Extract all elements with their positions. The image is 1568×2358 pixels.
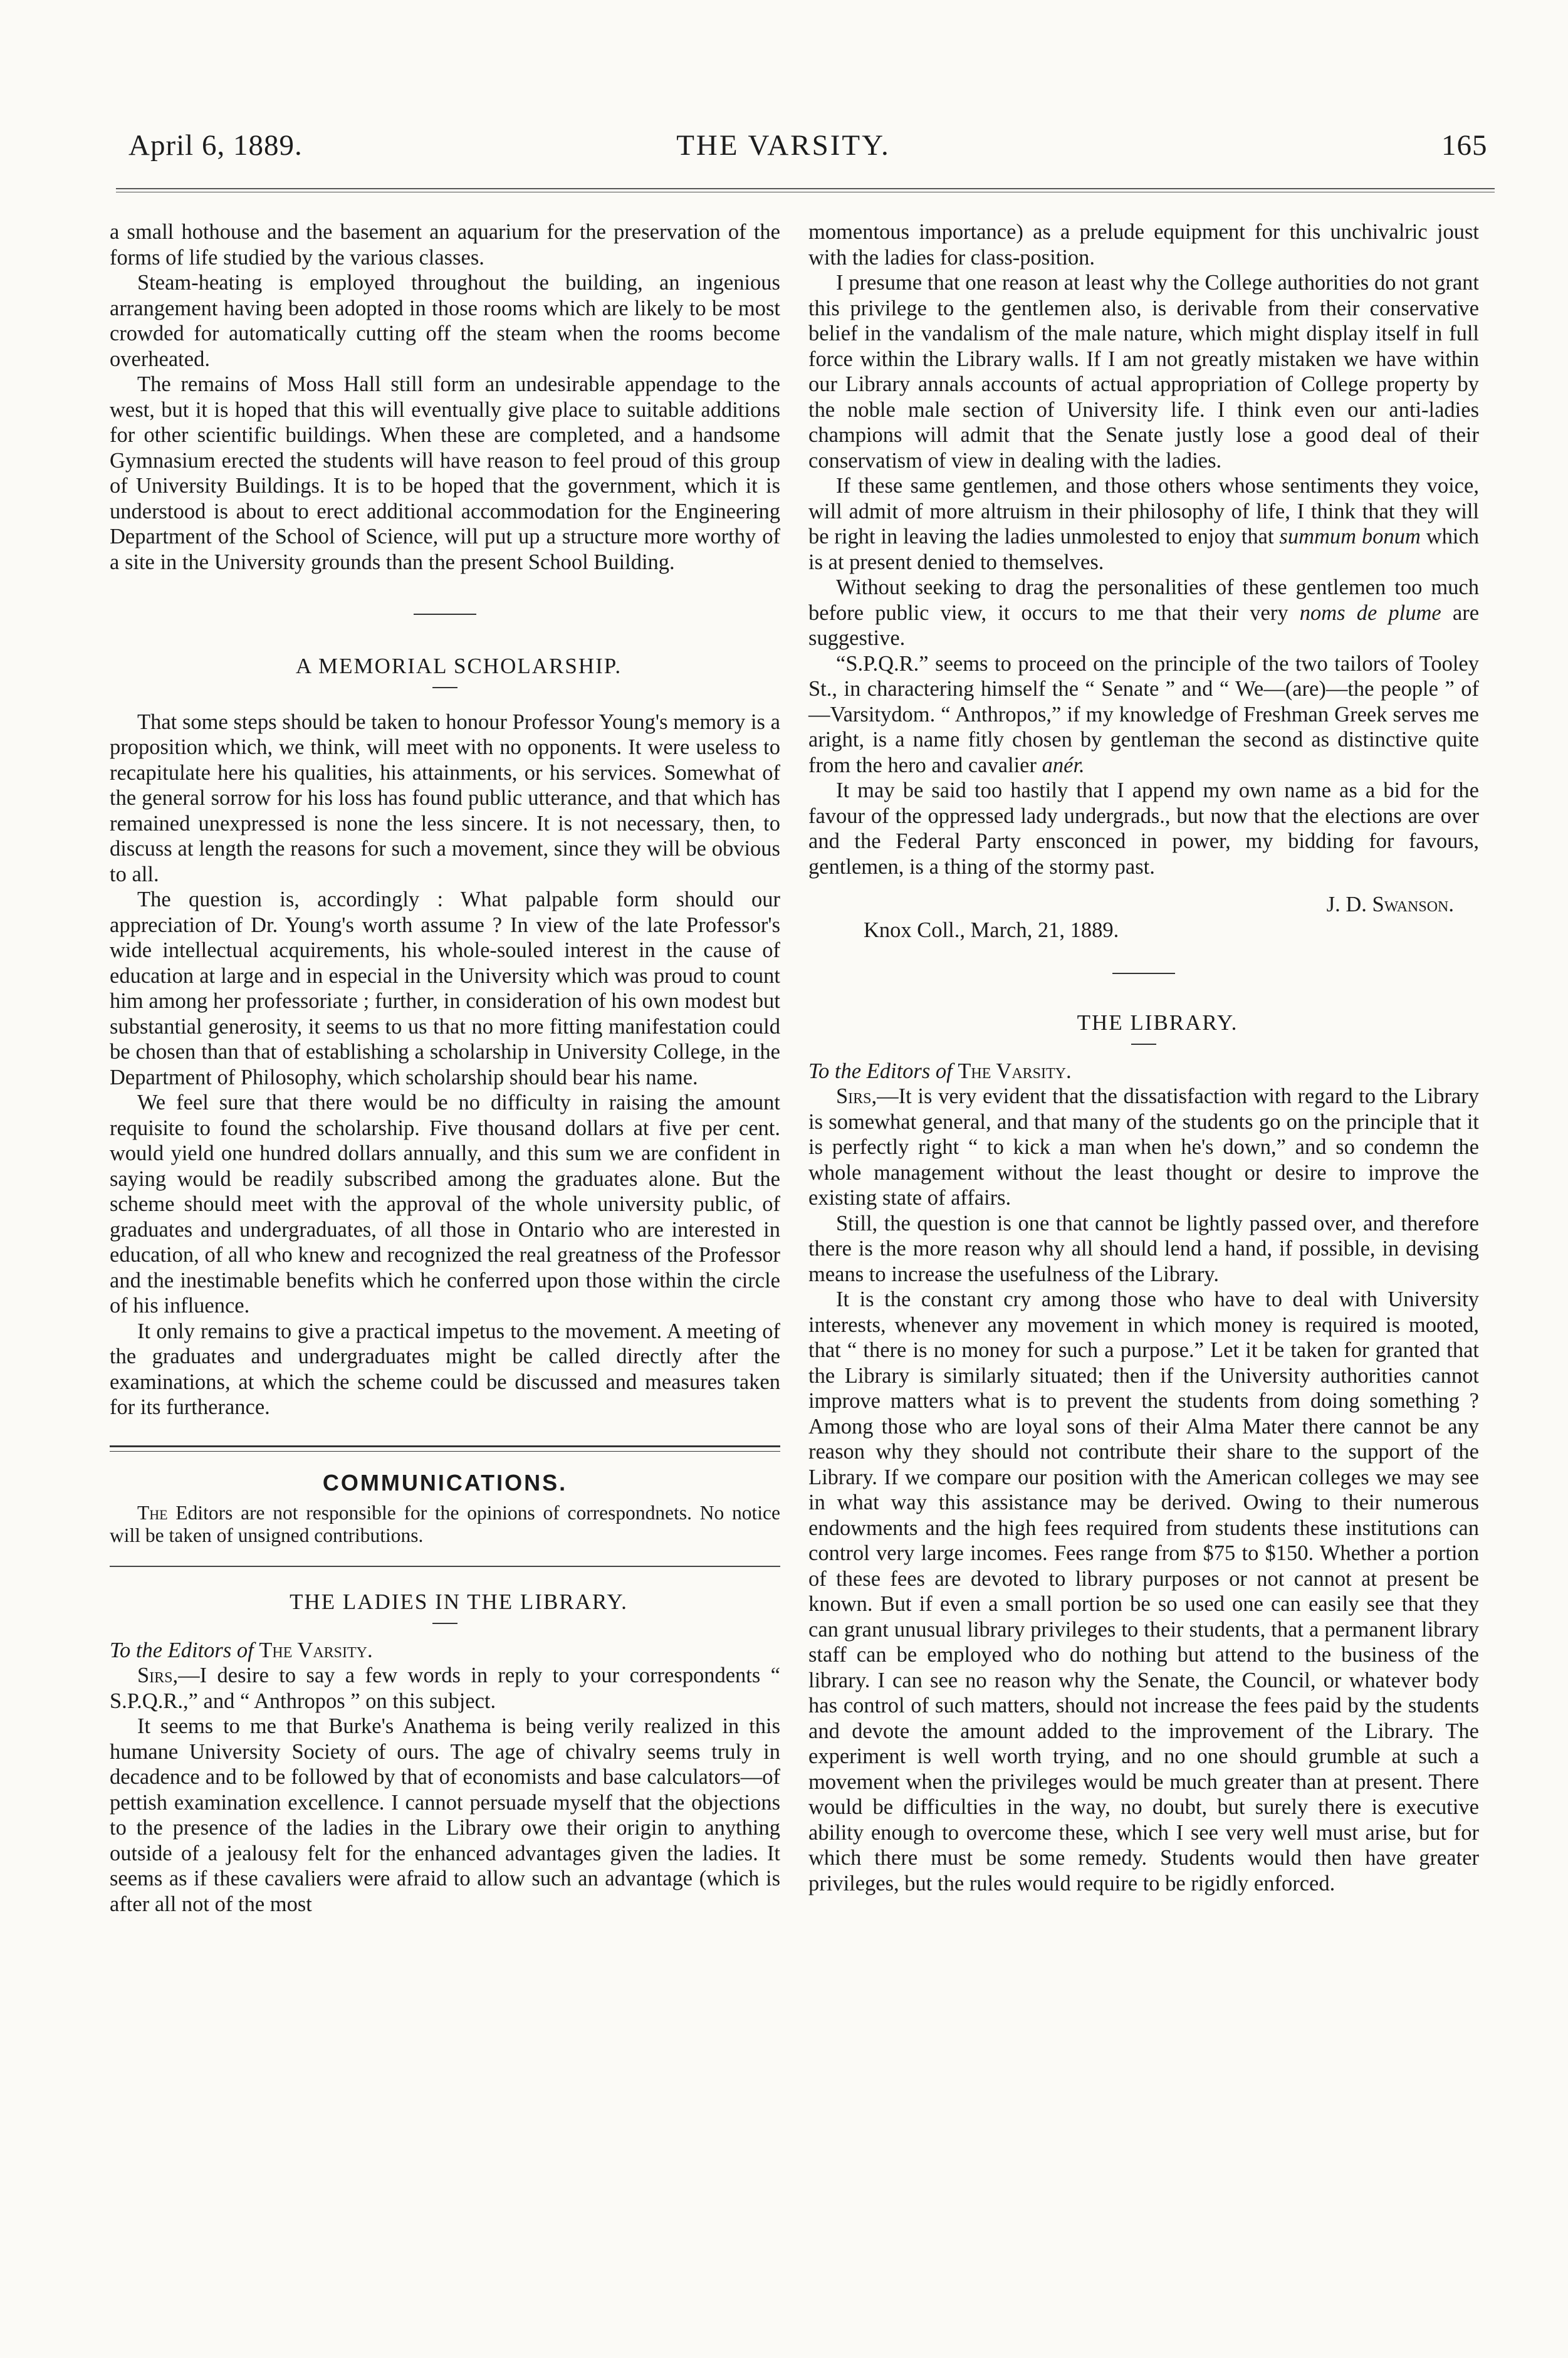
paragraph: We feel sure that there would be no difficulty in raising the amount requisite to found the scholarship. Five thousand dollars at five per cent. would yield one hundred dollars annually, and this sum we are confident in saying would be readily subscribed among the graduates alone. But the scheme should meet with the approval of the whole university public, of graduates and undergraduates, of all those in Ontario who are interested in education, of all who knew and recognized the real greatness of the Professor and the inestimable benefits which he conferred upon those within the circle of his influence. bbox=[110, 1091, 780, 1318]
paragraph: The remains of Moss Hall still form an undesirable appendage to the west, but it is hoped that this will eventually give place to suitable additions for other scientific buildings. When these are completed, and a handsome Gymnasium erected the students will have reason to feel proud of this group of University Buildings. It is to be hoped that the government, which it is understood is about to erect additional accommodation for the Engineering Department of the School of Science, will put up a structure more worthy of a site in the University grounds than the present School Building. bbox=[110, 372, 780, 574]
signature-place-date: Knox Coll., March, 21, 1889. bbox=[864, 918, 1119, 942]
paragraph: “S.P.Q.R.” seems to proceed on the principle of the two tailors of Tooley St., in charactering himself the “ Senate ” and “ We—(are)—the people ” of—Varsitydom. “ Anthropos,” if my knowledge of Freshman Greek serves me aright, is a name fitly chosen by gentleman the second as distinctive quite from the hero and cavalier anér. bbox=[808, 651, 1479, 777]
paragraph: Sirs,—It is very evident that the dissatisfaction with regard to the Library is somewhat general, and that many of the students go on the principle that it is perfectly right “ to kick a man when he's down,” and so condemn the whole management without the least thought or desire to improve the existing state of affairs. bbox=[808, 1084, 1479, 1210]
paragraph: momentous importance) as a prelude equipment for this unchivalric joust with the ladies for class-position. bbox=[808, 220, 1479, 270]
masthead-title: THE VARSITY. bbox=[676, 129, 891, 162]
left-column bbox=[110, 219, 780, 1917]
paragraph: If these same gentlemen, and those others whose sentiments they voice, will admit of more altruism in their philosophy of life, I think that they will be right in leaving the ladies unmolested to enjoy that summum bonum which is at present denied to themselves. bbox=[808, 474, 1480, 574]
paragraph: It only remains to give a practical impetus to the movement. A meeting of the graduates and undergraduates might be called directly after the examinations, at which the scheme could be discussed and measures taken for its furtherance. bbox=[110, 1319, 780, 1419]
paragraph: It may be said too hastily that I append my own name as a bid for the favour of the oppressed lady undergrads., but now that the elections are over and the Federal Party ensconced in power, my bidding for favours, gentlemen, is a thing of the stormy past. bbox=[808, 778, 1479, 879]
double-rule bbox=[110, 1445, 780, 1452]
paragraph: a small hothouse and the basement an aquarium for the preservation of the forms of life studied by the various classes. bbox=[110, 220, 780, 270]
salutation: To the Editors of The Varsity. bbox=[808, 1059, 1072, 1083]
signature: J. D. Swanson. bbox=[1326, 893, 1454, 916]
issue-date: April 6, 1889. bbox=[128, 129, 303, 162]
section-heading: A MEMORIAL SCHOLARSHIP. bbox=[295, 654, 622, 678]
salutation: To the Editors of The Varsity. bbox=[110, 1638, 373, 1662]
page-number: 165 bbox=[1441, 129, 1488, 162]
section-heading: THE LIBRARY. bbox=[1077, 1010, 1238, 1035]
paragraph: It seems to me that Burke's Anathema is being verily realized in this humane University Society of ours. The age of chivalry seems truly in decadence and to be followed by that of economists and base calculators—of pettish examination excellence. I cannot persuade myself that the objections to the presence of the ladies in the Library owe their origin to anything outside of a jealousy felt for the enhanced advantages given the ladies. It seems as if these cavaliers were afraid to allow such an advantage (which is after all not of the most bbox=[110, 1714, 780, 1916]
header-rule bbox=[116, 188, 1495, 189]
right-column bbox=[808, 219, 1479, 1896]
paragraph: The question is, accordingly : What palpable form should our appreciation of Dr. Young's worth assume ? In view of the late Professor's wide intellectual acquirements, his whole-souled interest in the cause of education at large and in especial in the University which was proud to count him among her professoriate ; further, in consideration of his own modest but substantial generosity, it seems to us that no more fitting manifestation could be chosen than that of establishing a scholarship in University College, in the Department of Philosophy, which scholarship should bear his name. bbox=[110, 888, 780, 1089]
paragraph: Without seeking to drag the personalities of these gentlemen too much before public view, it occurs to me that their very noms de plume are suggestive. bbox=[808, 575, 1480, 650]
paragraph: Steam-heating is employed throughout the building, an ingenious arrangement having been adopted in those rooms which are likely to be most crowded for automatically cutting off the steam when the rooms become overheated. bbox=[110, 271, 780, 371]
editorial-notice: The Editors are not responsible for the opinions of correspondnets. No notice will be taken of unsigned contributions. bbox=[110, 1502, 780, 1546]
paragraph: Still, the question is one that cannot be lightly passed over, and therefore there is the more reason why all should lend a hand, if possible, in devising means to increase the usefulness of the Library. bbox=[808, 1211, 1479, 1286]
paragraph: It is the constant cry among those who have to deal with University interests, whenever any movement in which money is required is mooted, that “ there is no money for such a purpose.” Let it be taken for granted that the Library is similarly situated; then if the University authorities cannot improve matters what is to prevent the students from doing something ? Among those who are loyal sons of their Alma Mater there cannot be any reason why they should not contribute their share to the support of the Library. If we compare our position with the American colleges we may see in what way this assistance may be derived. Owing to their numerous endowments and the high fees required from students these institutions can control very large incomes. Fees range from $75 to $150. Whether a portion of these fees are devoted to library purposes or not cannot at present be known. But if even a small portion be so used one can easily see that they can grant unusual library privileges to their students, that a permanent library staff can be employed who do nothing but attend to the business of the library. I can see no reason why the Senate, the Council, or whatever body has control of such matters, should not increase the fees paid by the students and devote the amount added to the improvement of the Library. The experiment is well worth trying, and no one should grumble at such a movement when the privileges would be much greater than at present. There would be difficulties in the way, no doubt, but surely there is executive ability enough to overcome these, which I see very well must arise, but for which there must be some remedy. Students would then have greater privileges, but the rules would require to be rigidly enforced. bbox=[808, 1287, 1479, 1895]
section-heading: COMMUNICATIONS. bbox=[322, 1469, 568, 1496]
paragraph: That some steps should be taken to honour Professor Young's memory is a proposition which, we think, will meet with no opponents. It were useless to recapitulate here his qualities, his attainments, or his services. Somewhat of the general sorrow for his loss has found public utterance, and that which has remained unexpressed is none the less sincere. It is not necessary, then, to discuss at length the reasons for such a movement, since they will be obvious to all. bbox=[110, 710, 780, 886]
section-heading: THE LADIES IN THE LIBRARY. bbox=[290, 1590, 628, 1614]
paragraph: Sirs,—I desire to say a few words in reply to your correspondents “ S.P.Q.R.,” and “ Anthropos ” on this subject. bbox=[110, 1664, 780, 1713]
paragraph: I presume that one reason at least why the College authorities do not grant this privilege to the gentlemen also, is derivable from their conservative belief in the vandalism of the male nature, which might display itself in full force within the Library walls. If I am not greatly mistaken we have within our Library annals accounts of actual appropriation of College property by the noble male section of University life. I think even our anti-ladies champions will admit that the Senate justly lose a good deal of their conservatism of view in dealing with the ladies. bbox=[808, 271, 1479, 473]
